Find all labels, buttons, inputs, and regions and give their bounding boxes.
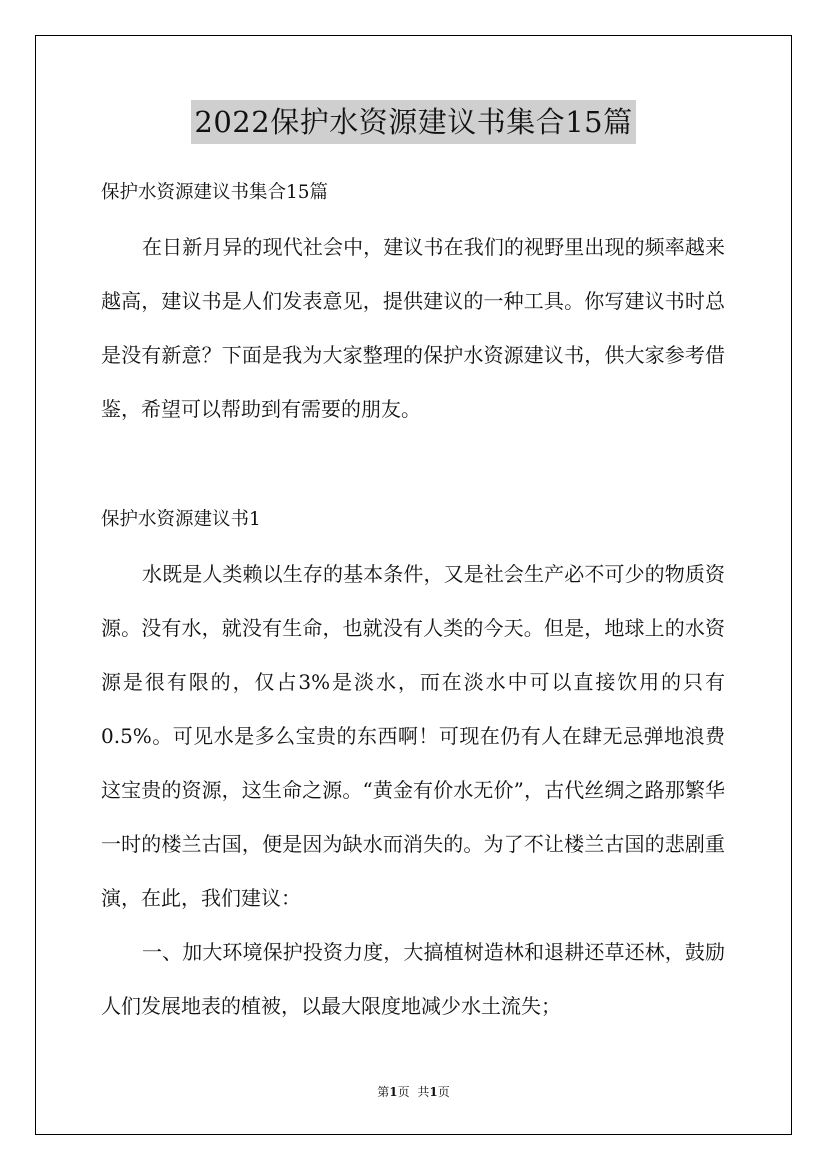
document-subtitle: 保护水资源建议书集合15篇 — [101, 182, 329, 203]
section-heading: 保护水资源建议书1 — [101, 509, 261, 530]
document-title: 2022保护水资源建议书集合15篇 — [191, 100, 635, 144]
list-item: 一、加大环境保护投资力度，大搞植树造林和退耕还草还林，鼓励人们发展地表的植被，以最大限度地减少水土流失； — [101, 940, 725, 1018]
total-pages: 1 — [429, 1085, 438, 1099]
section-paragraph: 水既是人类赖以生存的基本条件，又是社会生产必不可少的物质资源。没有水，就没有生命，也就没有人类的今天。但是，地球上的水资源是很有限的，仅占3%是淡水，而在淡水中可以直接饮用的只有0.5%。可见水是多么宝贵的东西啊！可现在仍有人在肆无忌弹地浪费这宝贵的资源，这生命之源。“黄金有价水无价”，古代丝绸之路那繁华一时的楼兰古国，便是因为缺水而消失的。为了不让楼兰古国的悲剧重演，在此，我们建议： — [101, 562, 725, 910]
page-prefix: 第 — [377, 1085, 390, 1099]
total-suffix: 页 — [437, 1085, 450, 1099]
page-number: 1 — [389, 1085, 398, 1099]
intro-paragraph: 在日新月异的现代社会中，建议书在我们的视野里出现的频率越来越高，建议书是人们发表意见，提供建议的一种工具。你写建议书时总是没有新意？下面是我为大家整理的保护水资源建议书，供大家参考借鉴，希望可以帮助到有需要的朋友。 — [101, 235, 725, 421]
page-suffix: 页 — [397, 1085, 410, 1099]
page-footer — [0, 1083, 827, 1101]
total-prefix: 共 — [417, 1085, 430, 1099]
title-container — [0, 100, 827, 144]
